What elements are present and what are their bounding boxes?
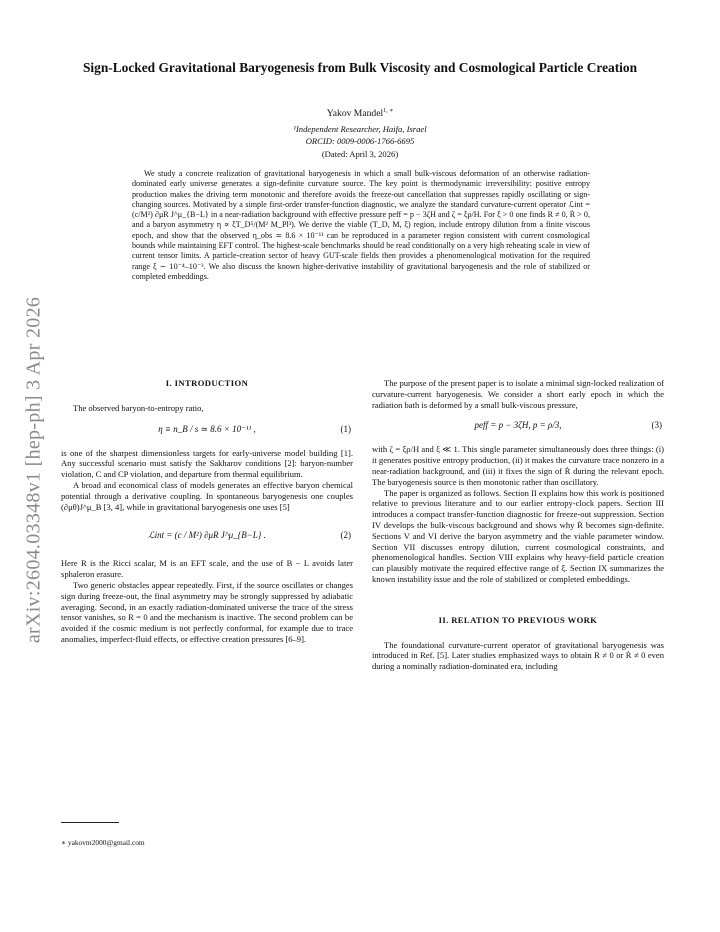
equation-number: (1) [340,423,351,434]
equation-body: η ≡ n_B / s ≃ 8.6 × 10⁻¹¹ , [158,423,256,434]
arxiv-sidebar [0,0,60,932]
section-heading-introduction: I. INTRODUCTION [165,378,249,388]
paragraph: Two generic obstacles appear repeatedly. First, if the source oscillates or changes sign during freeze-out, the final asymmetry may be strongly suppressed by adiabatic averaging. Second, in an exactly radiation-dominated universe the trace of the stress tensor vanishes, so R = 0 and the mechanism is inactive. The second problem can be avoided if the cosmic medium is not perfectly conformal, for example due to trace anomalies, imperfect-fluid effects, or effective creation pressures [6–9]. [61,579,353,644]
orcid: ORCID: 0009-0006-1766-6695 [305,136,415,146]
paragraph: The foundational curvature-current operator of gravitational baryogenesis was introduced in Ref. [5]. Later studies emphasized ways to obtain R ≠ 0 or Ṙ ≠ 0 even during a nominally radiation-dominated era, including [372,639,664,672]
footnote-email: ∗ yakovm2000@gmail.com [61,838,145,847]
abstract: We study a concrete realization of gravitational baryogenesis in which a small bulk-viscous deformation of an otherwise radiation-dominated early universe generates a sign-definite curvature source. The key point is thermodynamic irreversibility: positive entropy production makes the driving term monotonic and therefore avoids the freeze-out cancellation that suppresses rapidly oscillating or sign-changing sources. Motivated by a simple first-order transfer-function diagnostic, we analyze the standard curvature-current operator ℒint = (c/M²) ∂μR J^μ_{B−L} in a near-radiation background with effective pressure peff = p − 3ζH and ζ = ξρ/H. For ξ > 0 one finds R ≠ 0, Ṙ > 0, and a baryon asymmetry η ∝ ξT_D⁵/(M² M_Pl³). We derive the viable (T_D, M, ξ) region, include entropy dilution from a finite viscous epoch, and show that the observed η_obs ≃ 8.6 × 10⁻¹¹ can be reproduced in a parameter region consistent with current cosmological bounds while maintaining EFT control. The highest-scale benchmarks should be read conditionally on a very high reheating scale in view of current tensor limits. A particle-creation sector of heavy GUT-scale fields then provides a phenomenological motivation for the required range ξ ∼ 10⁻⁴–10⁻³. We also discuss the known higher-derivative instability of gravitational baryogenesis and the role of stabilized or completed embeddings. [132,169,590,281]
dated-line: (Dated: April 3, 2026) [321,149,399,159]
section-heading-previous-work: II. RELATION TO PREVIOUS WORK [438,614,598,625]
paragraph: with ζ = ξρ/H and ξ ≪ 1. This single parameter simultaneously does three things: (i) it generates positive entropy production, (ii) it makes the curvature trace nonzero in a near-radiation background, and (iii) it fixes the sign of Ṙ during the relevant epoch. The baryogenesis source is then monotonic rather than oscillatory. [372,444,664,487]
paragraph: The observed baryon-to-entropy ratio, [73,402,204,413]
paragraph: The purpose of the present paper is to isolate a minimal sign-locked realization of curvature-current baryogenesis. We consider a short early epoch in which the radiation bath is deformed by a small bulk-viscous pressure, [372,378,664,410]
equation-1 [61,418,353,444]
equation-body: peff = p − 3ζH, p = ρ/3, [474,420,562,431]
footnote-rule [61,822,119,823]
paragraph: A broad and economical class of models generates an effective baryon chemical potential through a derivative coupling. In spontaneous baryogenesis one couples (∂μθ)J^μ_B [3, 4], while in gravitational baryogenesis one uses [5] [61,479,353,512]
arxiv-identifier: arXiv:2604.03348v1 [hep-ph] 3 Apr 2026 [22,296,45,644]
affiliation-block [80,123,640,147]
affiliation: ¹Independent Researcher, Haifa, Israel [293,124,427,134]
paper-title: Sign-Locked Gravitational Baryogenesis from Bulk Viscosity and Cosmological Particle Creation [82,60,638,75]
equation-2 [61,520,353,554]
equation-number: (2) [340,530,351,541]
equation-body: ℒint = (c / M²) ∂μR J^μ_{B−L} . [148,530,266,541]
paragraph: is one of the sharpest dimensionless targets for early-universe model building [1]. Any successful scenario must satisfy the Sakharov conditions [2]: baryon-number violation, C and CP violation, and departure from thermal equilibrium. [61,447,353,480]
author-line [80,107,640,119]
author-marks: 1, ∗ [383,108,394,114]
right-column [372,378,664,672]
author-name: Yakov Mandel [326,108,384,120]
equation-3 [372,414,664,440]
paragraph: Here R is the Ricci scalar, M is an EFT scale, and the use of B − L avoids later sphaleron erasure. [61,558,353,580]
paragraph: The paper is organized as follows. Section II explains how this work is positioned relative to previous literature and to our earlier entropy-clock papers. Section III introduces a compact transfer-function diagnostic for freeze-out suppression. Section IV develops the bulk-viscous background and shows why Ṙ becomes sign-definite. Sections V and VI derive the baryon asymmetry and the viable parameter window. Section VII discusses entropy dilution, current cosmological constraints, and phenomenological handles. Section VIII explains why heavy-field particle creation can plausibly motivate the required effective range of ξ. Section IX summarizes the known instability issue and the role of stabilized or completed embeddings. [372,487,664,584]
equation-number: (3) [651,420,662,431]
left-column [61,378,353,645]
